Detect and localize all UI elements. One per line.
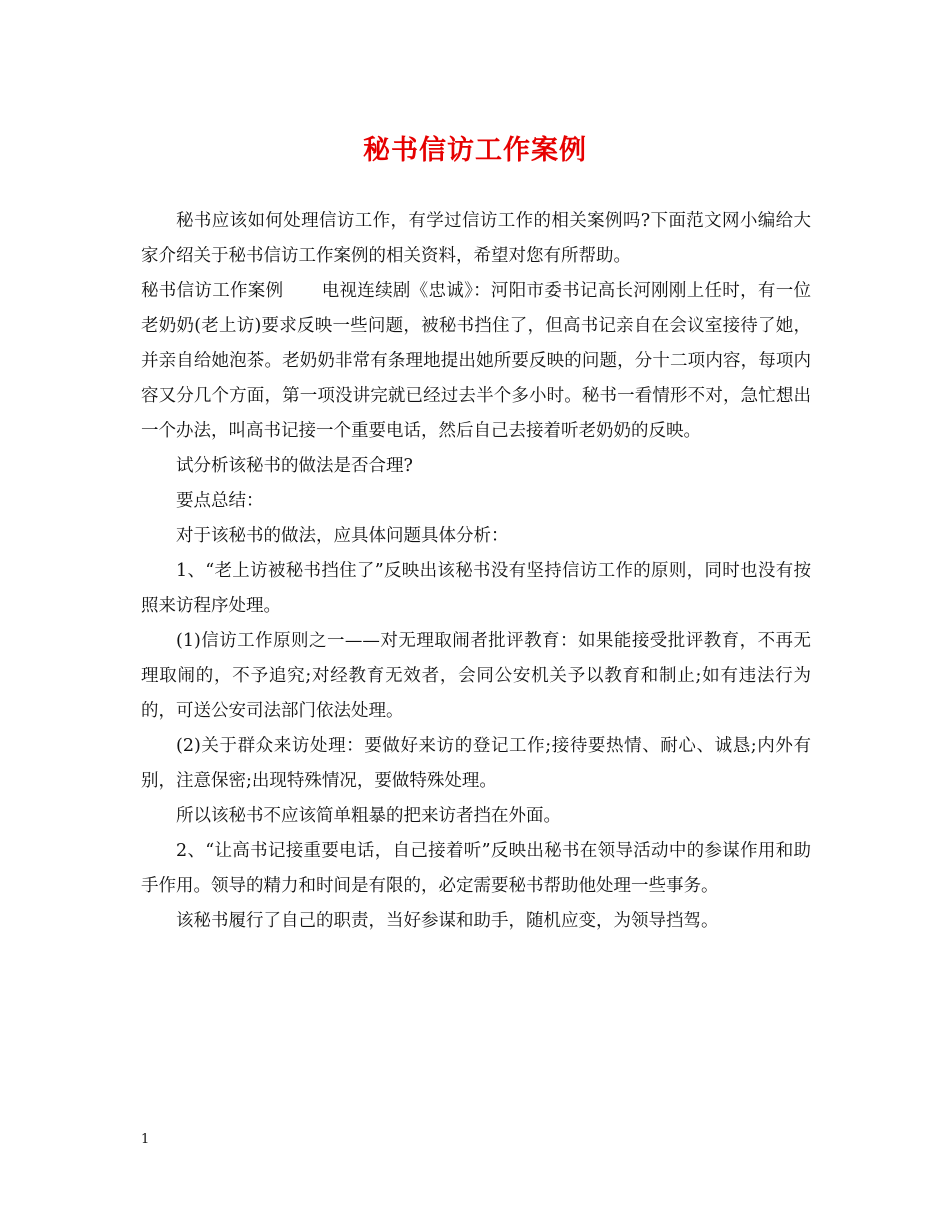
point-1-sub-2: (2)关于群众来访处理：要做好来访的登记工作;接待要热情、耐心、诚恳;内外有别，注意保密;出现特殊情况，要做特殊处理。 — [141, 736, 811, 791]
point-1-sub-1: (1)信访工作原则之一——对无理取闹者批评教育：如果能接受批评教育，不再无理取闹的，不予追究;对经教育无效者，会同公安机关予以教育和制止;如有违法行为的，可送公安司法部门依法处理。 — [141, 631, 811, 721]
question-paragraph: 试分析该秘书的做法是否合理? — [176, 456, 413, 476]
document-title: 秘书信访工作案例 — [363, 135, 587, 166]
document-body — [141, 204, 811, 939]
intro-paragraph: 秘书应该如何处理信访工作，有学过信访工作的相关案例吗?下面范文网小编给大家介绍关于秘书信访工作案例的相关资料，希望对您有所帮助。 — [141, 211, 811, 266]
point-1-conclusion: 所以该秘书不应该简单粗暴的把来访者挡在外面。 — [176, 806, 561, 826]
case-paragraph — [141, 274, 811, 449]
page-number: 1 — [141, 1132, 150, 1147]
analysis-intro: 对于该秘书的做法，应具体问题具体分析： — [176, 526, 509, 546]
summary-heading: 要点总结： — [176, 491, 264, 511]
case-heading: 秘书信访工作案例 — [141, 281, 284, 301]
case-text: 电视连续剧《忠诚》：河阳市委书记高长河刚刚上任时，有一位老奶奶(老上访)要求反映一些问题，被秘书挡住了，但高书记亲自在会议室接待了她，并亲自给她泡茶。老奶奶非常有条理地提出她所要反映的问题，分十二项内容，每项内容又分几个方面，第一项没讲完就已经过去半个多小时。秘书一看情形不对，急忙想出一个办法，叫高书记接一个重要电话，然后自己去接着听老奶奶的反映。 — [141, 281, 811, 441]
point-2-conclusion: 该秘书履行了自己的职责，当好参谋和助手，随机应变，为领导挡驾。 — [176, 911, 719, 931]
point-2: 2、“让高书记接重要电话，自己接着听”反映出秘书在领导活动中的参谋作用和助手作用。领导的精力和时间是有限的，必定需要秘书帮助他处理一些事务。 — [141, 841, 811, 896]
point-1: 1、“老上访被秘书挡住了”反映出该秘书没有坚持信访工作的原则，同时也没有按照来访程序处理。 — [141, 561, 811, 616]
